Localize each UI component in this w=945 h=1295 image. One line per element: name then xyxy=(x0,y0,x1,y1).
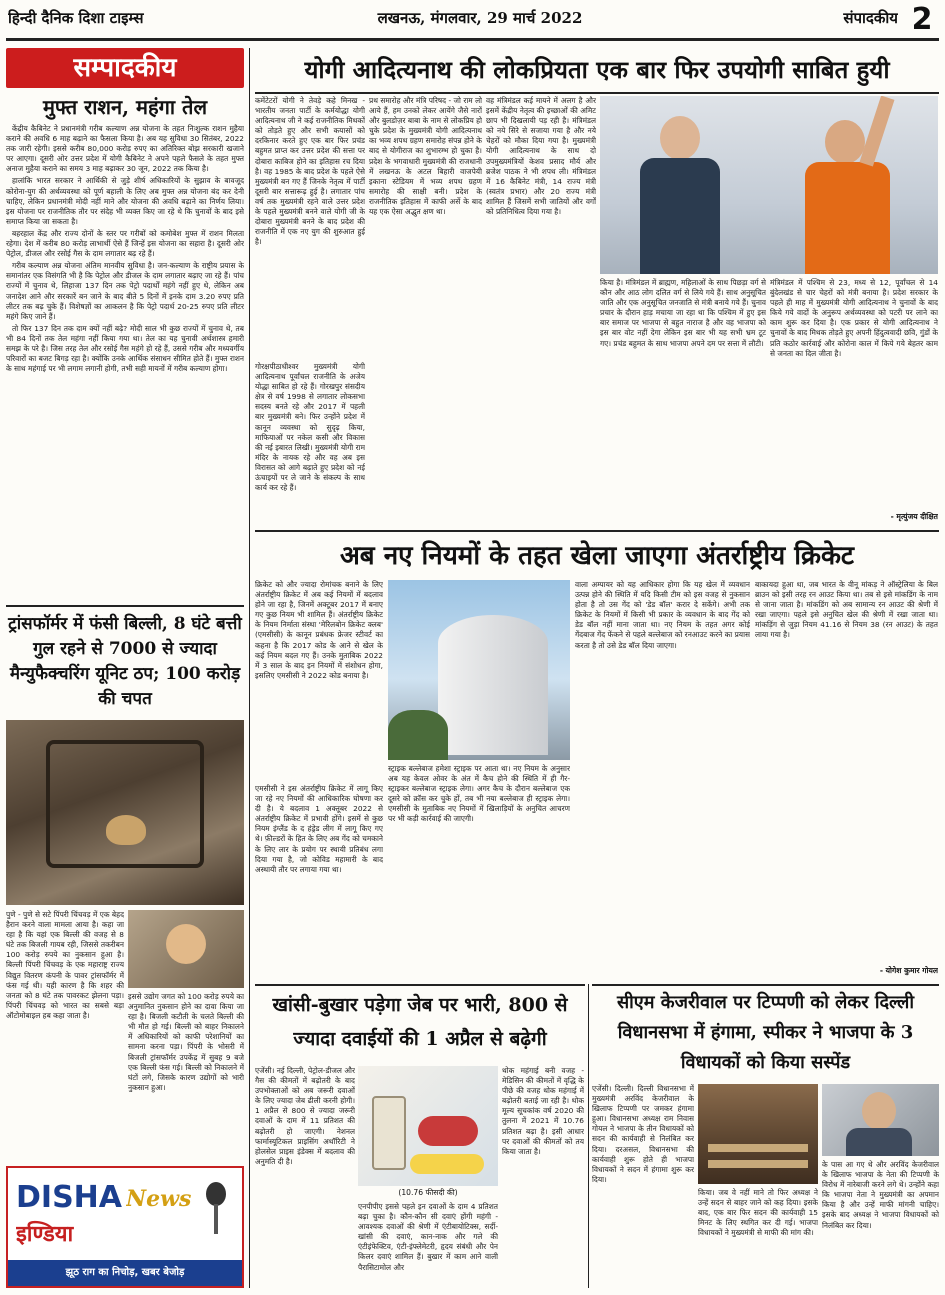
yogi-modi-photo xyxy=(600,96,938,274)
medicine-col2: एनपीपीए इससे पहले इन दवाओं के दाम 4 प्रतिशत बढ़ा चुका है। कौन-कौन सी दवाएं होंगी महंगी - आवश्यक दवाओं की श्रेणी में एंटीबायोटिक्स, सर्दी-खांसी की दवाएं, कान-नाक और गले की एंटीइंफेक्टिव, एंटी-इंफ्लेमेटरी, हृदय संबंधी और पेन किलर दवाएं शामिल हैं। बुखार में काम आने वाली पैरासिटामोल और xyxy=(358,1202,498,1272)
transformer-shape xyxy=(46,740,204,868)
masthead-section: संपादकीय xyxy=(843,9,898,27)
ad-brand-top: DISHA xyxy=(16,1180,122,1214)
icc-building-photo xyxy=(388,580,570,760)
editorial-headline: मुफ्त राशन, महंगा तेल xyxy=(42,95,208,119)
yogi-col3: प्रथ समारोह और मंत्रि परिषद - जो राम लो आये हैं, हम उनको लेकर आयेंगे जैसे नारों और बुलडोज़र बाबा के नाम से लोकप्रिय हो चुके प्रदेश के मुख्यमंत्री योगी आदित्यनाथ का भव्य शपथ ग्रहण समारोह संपन्न होने के बाद से योगीराज का शुभारम्भ हो चुका है। प्रदेश के भगवाधारी मुख्यमंत्री की राजधानी में लखनऊ के अटल बिहारी वाजपेयी इकाना स्टेडियम में भव्य शपथ ग्रहण समारोह की साक्षी बनी। प्रदेश के राजनीतिक इतिहास में काफी अर्से के बाद यह एक ऐसा अद्भुत क्षण था। xyxy=(369,96,482,217)
microphone-icon xyxy=(202,1182,230,1238)
person-face-shape xyxy=(825,120,865,164)
medicine-photo xyxy=(358,1066,498,1186)
bench-shape xyxy=(708,1144,808,1152)
transformer-body-right: इससे उद्योग जगत को 100 करोड़ रुपये का अनुमानित नुकसान होने का दावा किया जा रहा है। बिजली कटौती के चलते बिल्ली की भी मौत हो गई। बिल्ली को बाहर निकालने में अधिकारियों को काफी परेशानियों का सामना करना पड़ा। पिंपरी के भोसरी में बिजली ट्रांसफॉर्मर उपकेंद्र में सुबह 9 बजे एक बिल्ली फंस गई। बिल्ली को निकालने में घंटों लगे, जिसके कारण उद्योगों को भारी नुकसान हुआ। xyxy=(128,992,244,1092)
yogi-col4: वह मंत्रिमंडल कई मायने में अलग है और इसमें केंद्रीय नेतृत्व की इच्छाओं की अमिट छाप भी दिखलायी पड़ रही है। मंत्रिमंडल को नये सिरे से सजाया गया है और नये चेहरों को मौका दिया गया है। मुख्यमंत्री योगी आदित्यनाथ के साथ दो उपमुख्यमंत्रियों केशव प्रसाद मौर्य और ब्रजेश पाठक ने भी शपथ ली। मंत्रिमंडल में 16 कैबिनेट मंत्री, 14 राज्य मंत्री (स्वतंत्र प्रभार) और 20 राज्य मंत्री शामिल हैं जिसमें सभी जातियों और वर्गों को प्रतिनिधित्व दिया गया है। xyxy=(486,96,596,217)
editorial-banner-text: सम्पादकीय xyxy=(73,53,177,83)
kejriwal-col2: किया। जब वे नहीं माने तो फिर अध्यक्ष ने उन्हें सदन से बाहर जाने को कह दिया। इसके बाद, एक बार फिर सदन की कार्यवाही 15 मिनट के लिए स्थगित कर दी गई। भाजपा विधायकों ने मुख्यमंत्री से माफी की मांग की। xyxy=(698,1188,818,1238)
kejriwal-col3: के पास आ गए थे और अरविंद केजरीवाल के खिलाफ भाजपा के नेता की टिप्पणी के विरोध में नारेबाजी करने लगे थे। उन्होंने कहा कि भाजपा नेता ने मुख्यमंत्री का अपमान किया है और उन्हें माफी मांगनी चाहिए। इसके बाद अध्यक्ष ने भाजपा विधायकों को निलंबित कर दिया। xyxy=(822,1160,939,1230)
masthead-rule xyxy=(6,38,939,41)
assembly-photo xyxy=(698,1084,818,1184)
yogi-col6: मंत्रिमंडल में पश्चिम से 23, मध्य से 12, पूर्वांचल से 14 बुंदेलखंड से चार चेहरों को मंत्री बनाया है। प्रदेश सरकार के पहले ही माह में मुख्यमंत्री योगी आदित्यनाथ ने चुनावों के बाद किये गये वादों के अनुरूप अर्थव्यवस्था को पटरी पर लाने का काम शुरू कर दिया है। एक प्रकार से योगी आदित्यनाथ ने चुनावों के बाद मिथक तोड़ते हुए अपनी हिंदुत्ववादी छवि, गुंडों के प्रति कठोर कार्रवाई और कोरोना काल में किये गये बेहतर काम से जनता का दिल जीता है। xyxy=(770,278,938,358)
section-rule xyxy=(255,530,939,532)
transformer-photo xyxy=(6,720,244,905)
cat-face-shape xyxy=(166,924,206,964)
yogi-col2: गोरक्षपीठाधीश्वर मुख्यमंत्री योगी आदित्यनाथ पूर्वांचल राजनीति के अजेय योद्धा साबित हो रहे हैं। गोरखपुर संसदीय क्षेत्र से वर्ष 1998 से लगातार लोकसभा सदस्य बनते रहे और 2017 में पहली बार मुख्यमंत्री बने। फिर उन्होंने प्रदेश में कानून व्यवस्था को सुदृढ़ किया, माफियाओं पर नकेल कसी और विकास की नई इबारत लिखी। मुख्यमंत्री योगी राम मंदिर के नायक रहे और वह अब इस विरासत को आगे बढ़ाते हुए प्रदेश को नई ऊंचाइयों पर ले जाने के संकल्प के साथ कार्य कर रहे हैं। xyxy=(255,362,365,493)
column-divider xyxy=(588,984,589,1288)
medicine-caption: (10.76 फीसदी की) xyxy=(398,1188,458,1197)
transformer-body-left: पुणे - पुणे से सटे पिंपरी चिंचवड़ में एक बेहद हैरान करने वाला मामला आया है। कहा जा रहा है कि यहां एक बिल्ली की वजह से 8 घंटे तक बिजली गायब रही, जिससे तकरीबन 100 करोड़ रुपये का नुकसान हुआ है। बिल्ली पिंपरी चिंचवड़ के एक महाराष्ट्र राज्य विद्युत वितरण कंपनी के पावर ट्रांसफॉर्मर में फंस गई थी। यही कारण है कि शहर की जनता को 8 घंटे तक पावरकट झेलना पड़ा। पिंपरी चिंचवड़ को भारत का सबसे बड़ा ऑटोमोबाइल हब कहा जाता है। xyxy=(6,910,124,1020)
editorial-paragraph: तो फिर 137 दिन तक दाम क्यों नहीं बढ़े? मोदी साल भी कुछ राज्यों में चुनाव थे, तब भी 84 दिनों तक तेल महंगा नहीं किया गया था। तेल का यह चुनावी अर्थशास्त्र हमारी समझ के परे है। जिस तरह तेल और रसोई गैस महंगे हो रहे हैं, उससे गरीब और मध्यवर्गीय परिवारों का बजट बिगड़ रहा है। क्योंकि उनके आर्थिक संसाधन सीमित होते हैं। मुफ्त राशन के साथ महंगाई पर भी लगाम लगानी होगी, तभी सही मायनों में गरीब कल्याण होगा। xyxy=(6,323,244,374)
cricket-headline: अब नए नियमों के तहत खेला जाएगा अंतर्राष्ट्रीय क्रिकेट xyxy=(339,541,855,571)
yogi-byline: - मृत्युंजय दीक्षित xyxy=(890,512,938,521)
building-shape xyxy=(438,615,548,755)
medicine-col1: एजेंसी। नई दिल्ली, पेट्रोल-डीजल और गैस की कीमतों में बढ़ोतरी के बाद उपभोक्ताओं को अब जरूरी दवाओं के लिए ज्यादा जेब ढीली करनी होगी। 1 अप्रैल से 800 से ज्यादा जरूरी दवाओं के दाम में 11 प्रतिशत की बढ़ोतरी हो जाएगी। नेशनल फार्मास्यूटिकल प्राइसिंग अथॉरिटी ने होलसेल प्राइस इंडेक्स में बदलाव की अनुमति दी है। xyxy=(255,1066,355,1166)
tree-shape xyxy=(388,710,448,760)
transformer-inset-photo xyxy=(128,910,244,988)
cricket-col4: वाला अम्पायर को यह आधिकार होगा कि यह खेल में व्यवधान उत्पन्न होने की स्थिति में यदि किसी टीम को इस वजह से नुकसान होता है तो उस गेंद को 'डेड बॉल' करार दे सकेंगे। अभी तक क्रिकेट के नियमों में किसी भी प्रकार के व्यवधान के बाद गेंद को डेड बॉल नहीं माना जाता था। नए नियम के तहत अगर कोई गेंदबाज गेंद फेंकने से पहले बल्लेबाज को रनआउट करने का प्रयास करता है तो उसे डेड बॉल दिया जाएगा। xyxy=(575,580,750,650)
raised-hand-shape xyxy=(860,96,895,166)
medicine-headline: खांसी-बुखार पड़ेगा जेब पर भारी, 800 से ज्यादा दवाईयों की 1 अप्रैल से बढ़ेगी xyxy=(272,994,568,1050)
kejriwal-photo xyxy=(822,1084,939,1156)
editorial-banner xyxy=(6,48,244,88)
section-rule xyxy=(255,92,939,94)
yogi-headline: योगी आदित्यनाथ की लोकप्रियता एक बार फिर उपयोगी साबित हुयी xyxy=(304,55,890,84)
person-face-shape xyxy=(660,116,700,160)
capsule-shape xyxy=(410,1154,484,1174)
capsule-shape xyxy=(418,1116,478,1146)
page-number: 2 xyxy=(911,2,933,37)
transformer-headline: ट्रांसफॉर्मर में फंसी बिल्ली, 8 घंटे बत्ती गुल रहने से 7000 से ज्यादा मैन्युफैक्चरिंग यूनिट ठप; 100 करोड़ की चपत xyxy=(8,614,242,709)
ad-brand-sub: इण्डिया xyxy=(16,1221,74,1247)
cricket-col2: एमसीसी ने इस अंतर्राष्ट्रीय क्रिकेट में लागू किए जा रहे नए नियमों की आधिकारिक घोषणा कर दी है। ये बदलाव 1 अक्तूबर 2022 से अंतर्राष्ट्रीय क्रिकेट में प्रभावी होंगे। इसमें से कुछ नियम इंग्लैंड के द हंड्रेड लीग में लागू किए गए थे। फ़ील्डरों के हित के लिए अब गेंद को चमकाने के लिए लार के प्रयोग पर स्थायी प्रतिबंध लगा दिया गया है, जो कोविड महामारी के बाद अस्थायी तौर पर लगाया गया था। xyxy=(255,784,383,874)
ad-brand-news: News xyxy=(126,1186,192,1212)
yogi-col1: कमेंटेटरों योगी ने तेवड़े कहे मिनख - भारतीय जनता पार्टी के कर्मयोद्धा योगी आदित्यनाथ जी ने कई राजनीतिक मिथकों को तोड़ते हुए और सभी कयासों को दरकिनार करते हुए एक बार फिर प्रचंड बहुमत प्राप्त कर उत्तर प्रदेश की सत्ता पर दोबारा काबिज होने का इतिहास रच दिया है। वह 1985 के बाद प्रदेश के पहले ऐसे मुख्यमंत्री बन गए हैं जिनके नेतृत्व में पार्टी दूसरी बार सत्तारूढ़ हुई है। लगातार पांच वर्ष तक मुख्यमंत्री रहने वाले उत्तर प्रदेश के पहले मुख्यमंत्री बनने वाले योगी जी के दोबारा मुख्यमंत्री बनने के बाद प्रदेश की राजनीति में एक नए युग की शुरुआत हुई है। xyxy=(255,96,365,247)
cricket-byline: - योगेश कुमार गोयल xyxy=(879,966,938,975)
person-face-shape xyxy=(862,1092,896,1130)
editorial-paragraph: बहरहाल केंद्र और राज्य दोनों के स्तर पर गरीबों को कमोबेश मुफ्त में राशन मिलता रहेगा। देश में करीब 80 करोड़ लाभार्थी ऐसे हैं जिन्हें इस योजना का सहारा है। दूसरी ओर पेट्रोल, डीजल और रसोई गैस के दाम लगातार बढ़ रहे हैं। xyxy=(6,228,244,259)
medicine-col3: थोक महंगाई बनी वजह - मेडिसिन की कीमतों में वृद्धि के पीछे की वजह थोक महंगाई में बढ़ोतरी बताई जा रही है। थोक मूल्य सूचकांक वर्ष 2020 की तुलना में 2021 में 10.76 प्रतिशत बढ़ा है। इसी आधार पर दवाओं की कीमतों को तय किया जाता है। xyxy=(502,1066,584,1156)
masthead-dateline: लखनऊ, मंगलवार, 29 मार्च 2022 xyxy=(377,9,583,27)
editorial-paragraph: हालांकि भारत सरकार ने आर्थिकी से जुड़े शीर्ष अधिकारियों के सुझाव के बावजूद कोरोना-युग की अर्थव्यवस्था को पूर्ण बहाली के लिए अब मुफ्त अन्न योजना बंद कर देनी चाहिए, लेकिन प्रधानमंत्री मोदी नहीं माने और योजना की अवधि बढ़ाने का निर्णय लिया। इस योजना पर राजनीतिक तौर पर संदेह भी व्यक्त किए जा रहे थे कि चुनावों के बाद इसे समाप्त किया जा सकता है। xyxy=(6,176,244,226)
cricket-col5: बाकायदा हुआ था, जब भारत के वीनू मांकड़ ने ऑस्ट्रेलिया के बिल ब्राउन को इसी तरह रन आउट किया था। तब से इसे मांकडिंग के नाम से जाना जाता है। मांकडिंग को अब सामान्य रन आउट की श्रेणी में रखा जाएगा। पहले इसे अनुचित खेल की श्रेणी में रखा जाता था। मांकड़िंग से जुड़ा नियम 41.16 से नियम 38 (रन आउट) के तहत लाया गया है। xyxy=(755,580,938,640)
yogi-col5: किया है। मंत्रिमंडल में ब्राह्मण, महिलाओं के साथ पिछड़ा वर्ग से कौन और आठ लोग दलित वर्ग से लिये गये हैं। साथ अनुसूचित जाति और एक अनुसूचित जनजाति से मंत्री बनाये गये हैं। चुनाव प्रचार के दौरान हाड़ मचाया जा रहा था कि पश्चिम में हुए इस बार समाज पर भाजपा से बहुत नाराज है और वह भाजपा को इस बार वोट नहीं देगा लेकिन इस बार भी यह सभी भ्रम टूट गए। प्रचंड बहुमत के साथ भाजपा अपने दम पर सत्ता में लौटी। xyxy=(600,278,766,348)
section-rule xyxy=(255,984,585,986)
editorial-paragraph: केंद्रीय कैबिनेट ने प्रधानमंत्री गरीब कल्याण अन्न योजना के तहत निःशुल्क राशन मुहैया कराने की अवधि 6 माह बढ़ाने का फैसला किया है। अब यह सुविधा 30 सितंबर, 2022 तक जारी रहेगी। इससे करीब 80,000 करोड़ रुपए का अतिरिक्त बोझ सरकारी खजाने पर आएगा। दूसरी ओर उत्तर प्रदेश में योगी कैबिनेट ने अपने पहले फैसले के तहत मुफ्त अनाज मुहैया कराने का समय 3 माह बढ़ाकर 30 जून, 2022 तक किया है। xyxy=(6,124,244,174)
cat-shape xyxy=(106,815,146,845)
cricket-col1: क्रिकेट को और ज्यादा रोमांचक बनाने के लिए अंतर्राष्ट्रीय क्रिकेट में अब कई नियमों में बदलाव होने जा रहा है, जिनमें अक्टूबर 2017 में बनाए गए कुछ नियम भी शामिल हैं। अंतर्राष्ट्रीय क्रिकेट के नियम निर्माता संस्था 'मेरिलबोन क्रिकेट क्लब' (एमसीसी) के कानून प्रबंधक फ्रेजर स्टीवर्ट का कहना है कि 2017 कोड के आने से खेल के कई नियम बदल गए हैं। उनके मुताबिक 2022 में 3 साल के बाद इन नियमों में संशोधन होगा, इसलिए एमसीसी ने 2022 कोड बनाया है। xyxy=(255,580,383,680)
masthead xyxy=(0,0,945,44)
person-body-shape xyxy=(805,162,890,274)
editorial-body xyxy=(6,124,244,602)
bench-shape xyxy=(708,1160,808,1168)
person-body-shape xyxy=(640,158,720,274)
ad-tagline: झूठ राग का निचोड़, खबर बेजोड़ xyxy=(8,1260,242,1286)
editorial-paragraph: गरीब कल्याण अन्न योजना अंतिम मानवीय सुविधा है। जन-कल्याण के राष्ट्रीय प्रयास के समानांतर एक विसंगति भी है कि पेट्रोल और डीजल के दाम लगातार बढ़ाए जा रहे हैं। पांच राज्यों में चुनाव थे, लिहाजा 137 दिन तक पेट्रो पदार्थों महंगे नहीं हुए थे, लेकिन अब जनादेश आने और सरकारें बन जाने के बाद बीते 5 दिनों में इनके दाम 3.20 रुपए प्रति लीटर तक बढ़ चुके हैं। विशेषज्ञों का आकलन है कि पेट्रो पदार्थ 20-25 रुपए प्रति लीटर महंगे किए जाने हैं। xyxy=(6,261,244,321)
section-rule xyxy=(592,984,939,986)
disha-news-ad xyxy=(6,1166,244,1288)
kejriwal-headline: सीएम केजरीवाल पर टिप्पणी को लेकर दिल्ली विधानसभा में हंगामा, स्पीकर ने भाजपा के 3 विधायकों को किया सस्पेंड xyxy=(616,992,915,1073)
bottle-shape xyxy=(372,1096,406,1170)
kejriwal-col1: एजेंसी। दिल्ली। दिल्ली विधानसभा में मुख्यमंत्री अरविंद केजरीवाल के खिलाफ टिप्पणी पर जमकर हंगामा हुआ। विधानसभा अध्यक्ष राम निवास गोयल ने भाजपा के तीन विधायकों को सदन की कार्यवाही से निलंबित कर दिया। दरअसल, विधानसभा की कार्यवाही शुरू होते ही भाजपा विधायकों ने सदन में हंगामा शुरू कर दिया। xyxy=(592,1084,694,1184)
person-body-shape xyxy=(846,1128,912,1156)
cricket-col3: स्ट्राइक बल्लेबाज हमेशा स्ट्राइक पर आता था। नए नियम के अनुसार अब यह केवल ओवर के अंत में कैच होने की स्थिति में ही गैर-स्ट्राइकर बल्लेबाज स्ट्राइक लेगा। अगर कैच के दौरान बल्लेबाज एक दूसरे को क्रॉस कर चुके हों, तब भी नया बल्लेबाज ही स्ट्राइक लेगा। एमसीसी के मुताबिक नए नियमों में खिलाड़ियों के अनुचित आचरण पर भी कड़ी कार्रवाई की जाएगी। xyxy=(388,764,570,824)
column-divider xyxy=(249,48,250,1288)
section-rule xyxy=(6,605,244,607)
masthead-paper-name: हिन्दी दैनिक दिशा टाइम्स xyxy=(8,9,144,27)
